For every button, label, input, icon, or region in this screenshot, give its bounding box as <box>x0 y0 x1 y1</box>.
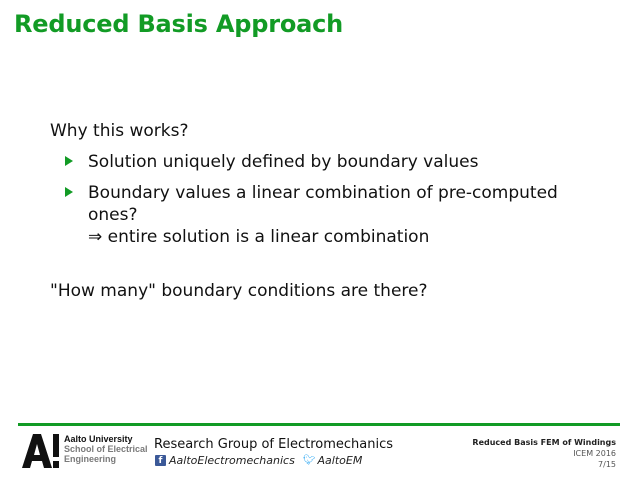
facebook-handle[interactable]: AaltoElectromechanics <box>169 454 295 467</box>
aalto-a-logo-icon <box>22 434 60 468</box>
page-number: 7/15 <box>598 460 616 469</box>
twitter-handle[interactable]: AaltoEM <box>317 454 363 467</box>
bullet-text-1: Solution uniquely defined by boundary values <box>88 152 479 172</box>
triangle-bullet-icon <box>65 156 73 166</box>
university-name: Aalto University <box>64 434 133 444</box>
implication-text: ⇒ entire solution is a linear combination <box>88 227 430 247</box>
question-text: "How many" boundary conditions are there? <box>50 281 428 301</box>
footer-divider <box>18 423 620 426</box>
school-name-line1: School of Electrical <box>64 444 148 454</box>
slide-meta <box>472 437 616 470</box>
bullet-item-1 <box>50 151 610 173</box>
twitter-icon: 🐦︎ <box>302 455 316 466</box>
bullet-item-2 <box>50 182 610 248</box>
talk-title: Reduced Basis FEM of Windings <box>472 438 616 447</box>
triangle-bullet-icon <box>65 187 73 197</box>
intro-text: Why this works? <box>50 121 189 141</box>
bullet-text-2: Boundary values a linear combination of pre-computed ones? <box>88 183 558 225</box>
logo-text <box>64 434 148 464</box>
research-group-name: Research Group of Electromechanics <box>154 437 394 452</box>
conference-name: ICEM 2016 <box>573 449 616 458</box>
slide-title: Reduced Basis Approach <box>14 10 344 38</box>
facebook-icon: f <box>155 455 166 466</box>
social-links <box>155 454 362 467</box>
slide-body <box>50 120 610 319</box>
aalto-logo <box>22 434 148 468</box>
school-name-line2: Engineering <box>64 454 117 464</box>
